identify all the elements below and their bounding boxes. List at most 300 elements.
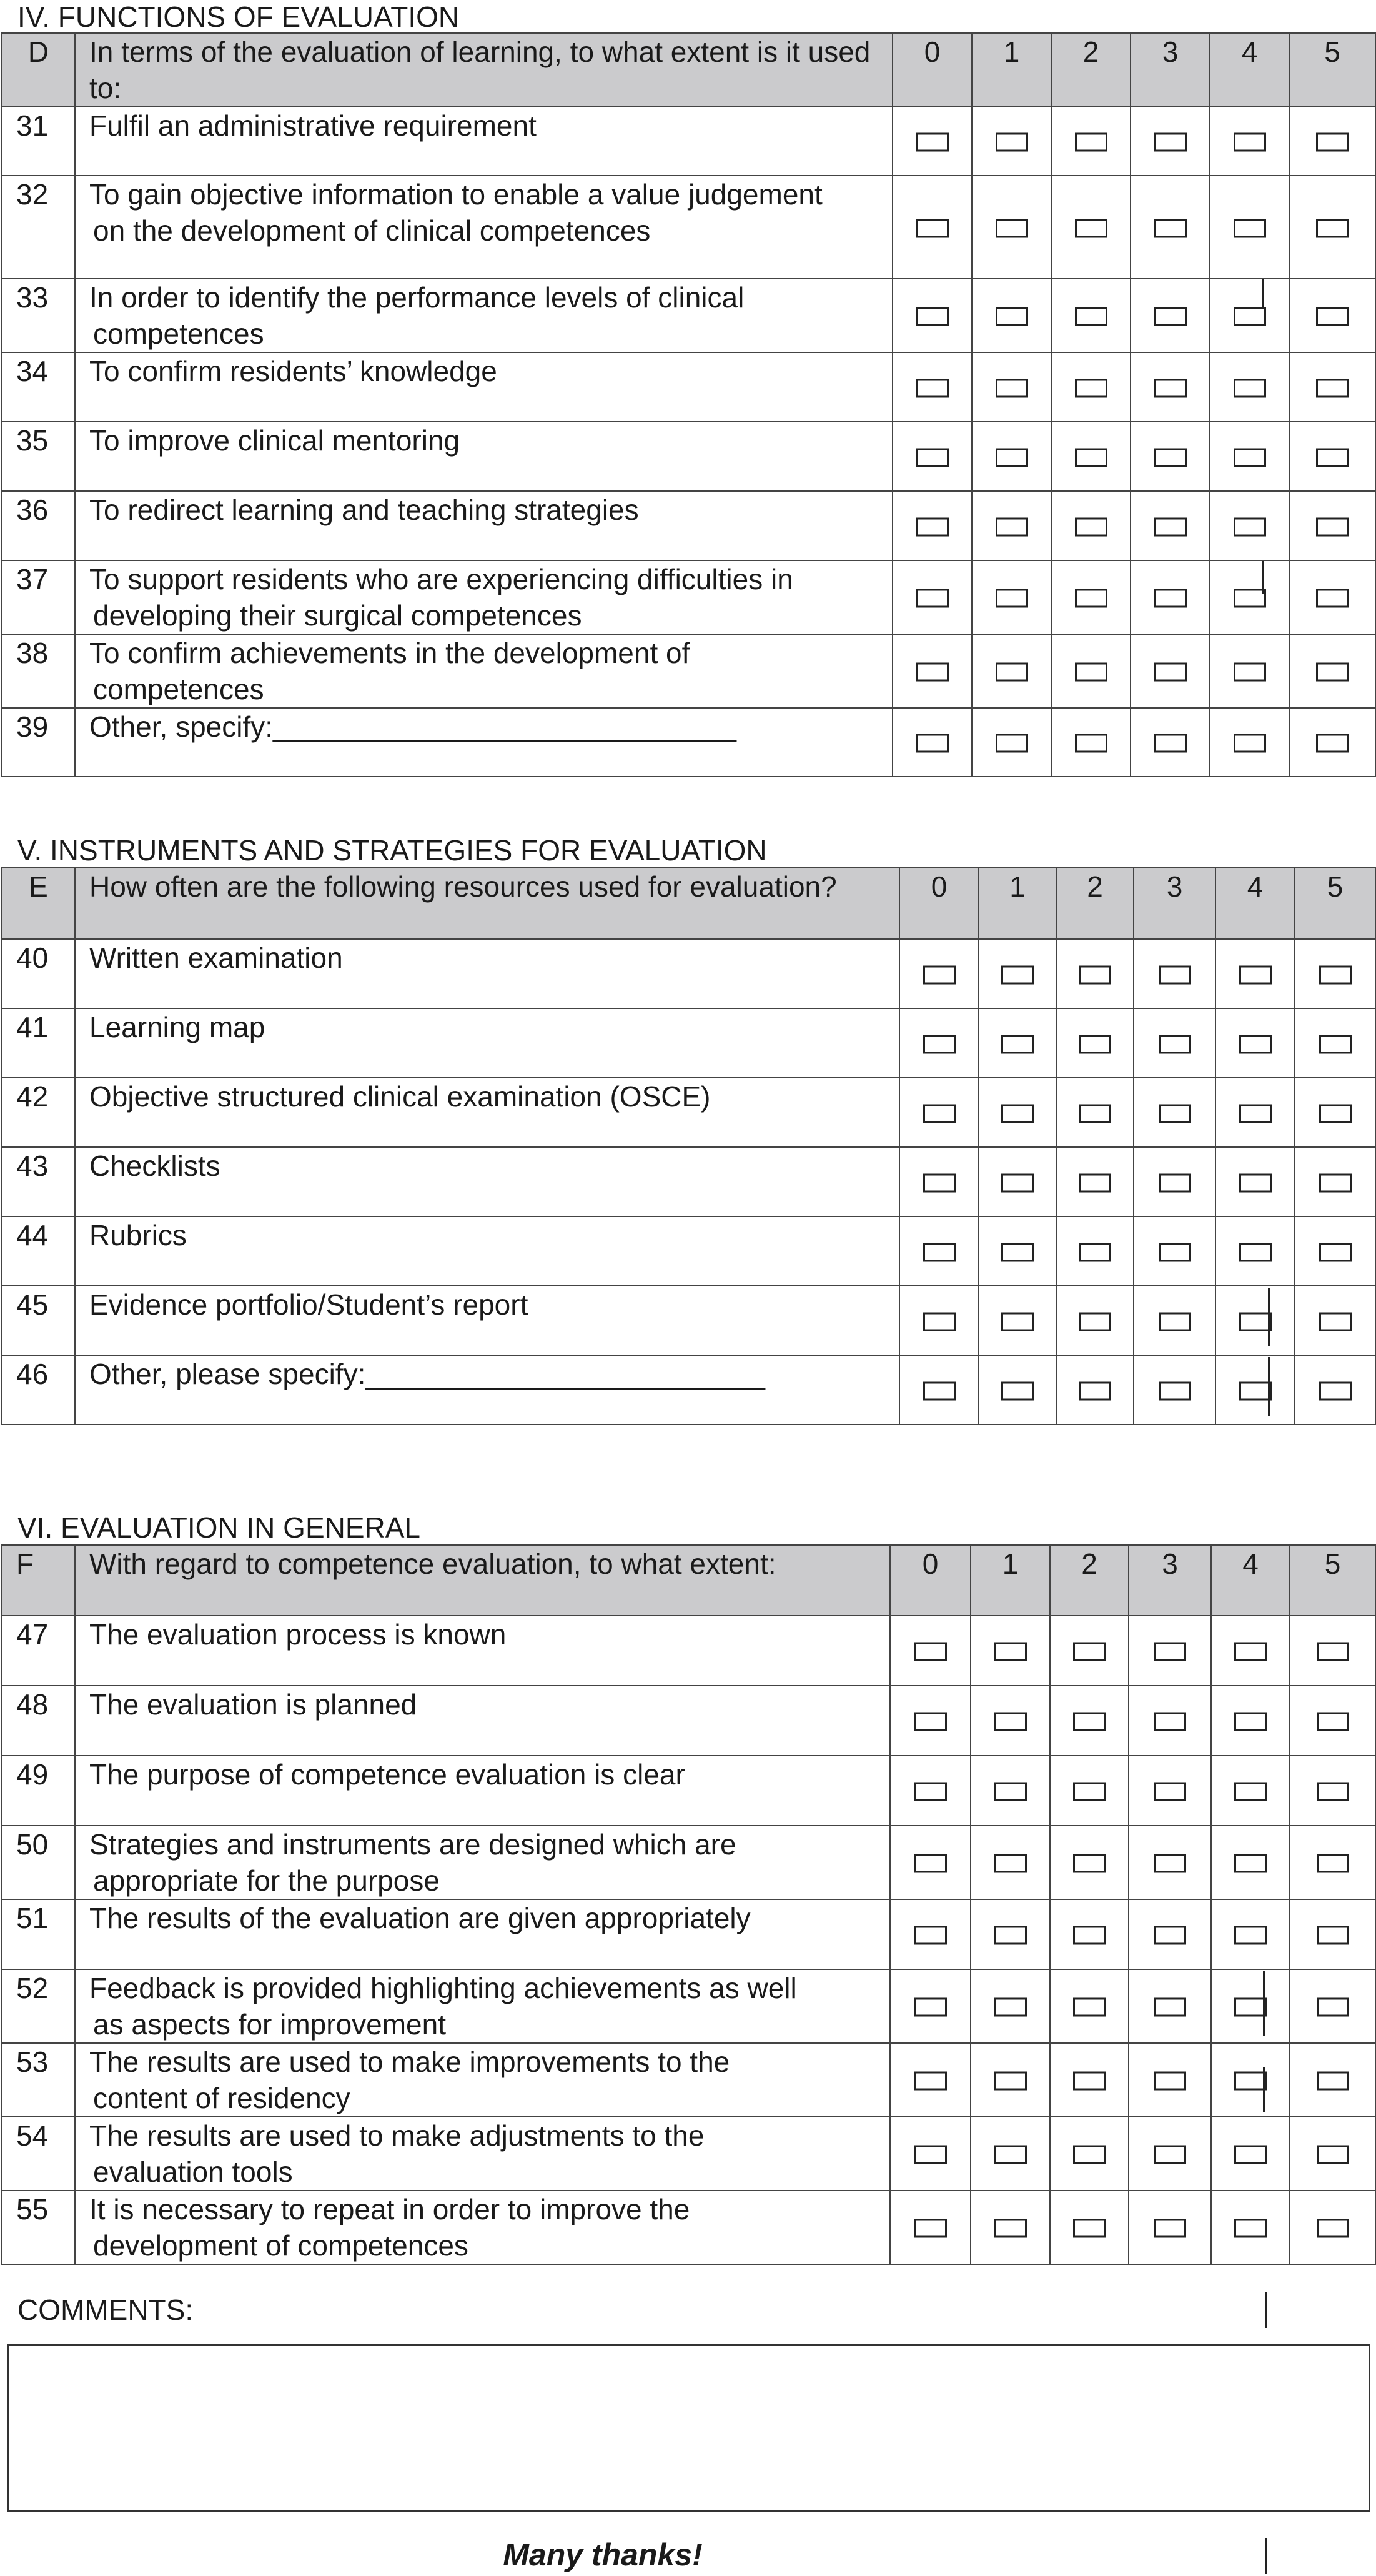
rating-cell-4 (1210, 352, 1289, 422)
checkbox[interactable] (1154, 219, 1187, 237)
checkbox[interactable] (1154, 589, 1187, 608)
checkbox[interactable] (916, 448, 949, 467)
table-row (2, 176, 1375, 279)
table-row (2, 491, 1375, 560)
checkbox[interactable] (923, 1312, 956, 1331)
rating-cell-2 (1056, 1147, 1134, 1216)
checkbox[interactable] (914, 2219, 947, 2238)
checkbox[interactable] (1154, 379, 1187, 397)
checkbox[interactable] (1073, 1783, 1106, 1801)
scale-header: 0 (890, 1545, 971, 1616)
rating-cell-5 (1290, 1826, 1375, 1899)
checkbox[interactable] (914, 1926, 947, 1945)
rating-cell-2 (1056, 1216, 1134, 1286)
checkbox[interactable] (1154, 1854, 1186, 1873)
pen-mark (1262, 561, 1264, 594)
questionnaire-table (1, 1544, 1376, 2265)
checkbox[interactable] (1316, 379, 1349, 397)
checkbox[interactable] (1079, 1381, 1111, 1400)
rating-cell-5 (1290, 1969, 1375, 2043)
checkbox[interactable] (994, 1998, 1027, 2017)
checkbox[interactable] (1075, 448, 1107, 467)
checkbox[interactable] (1234, 1783, 1267, 1801)
checkbox[interactable] (1319, 1173, 1352, 1192)
checkbox[interactable] (1154, 448, 1187, 467)
rating-cell-1 (971, 2191, 1050, 2264)
checkbox[interactable] (994, 1643, 1027, 1661)
checkbox[interactable] (1234, 2072, 1267, 2091)
checkbox[interactable] (1073, 2072, 1106, 2091)
item-statement (75, 1008, 899, 1078)
checkbox[interactable] (1075, 133, 1107, 152)
statement-continuation: evaluation tools (93, 2156, 293, 2188)
checkbox[interactable] (1079, 1104, 1111, 1123)
checkbox[interactable] (1317, 1783, 1349, 1801)
checkbox[interactable] (914, 1713, 947, 1731)
rating-cell-3 (1129, 2117, 1211, 2191)
checkbox[interactable] (994, 2072, 1027, 2091)
checkbox[interactable] (996, 379, 1028, 397)
statement-text: It is necessary to repeat in order to improve the (89, 2193, 690, 2225)
item-statement (75, 2191, 890, 2264)
checkbox[interactable] (996, 307, 1028, 326)
rating-cell-0 (899, 1355, 979, 1425)
checkbox[interactable] (1316, 307, 1349, 326)
rating-cell-0 (899, 1008, 979, 1078)
checkbox[interactable] (916, 589, 949, 608)
comments-textarea[interactable] (7, 2344, 1370, 2512)
checkbox[interactable] (996, 448, 1028, 467)
statement-text: Fulfil an administrative requirement (89, 109, 537, 142)
checkbox[interactable] (1316, 589, 1349, 608)
rating-cell-0 (893, 107, 972, 176)
rating-cell-4 (1210, 279, 1289, 352)
checkbox[interactable] (1073, 1713, 1106, 1731)
scale-header: 2 (1050, 1545, 1129, 1616)
table-row (2, 1686, 1375, 1756)
rating-cell-3 (1129, 1899, 1211, 1969)
checkbox[interactable] (1001, 1312, 1034, 1331)
checkbox[interactable] (1316, 517, 1349, 536)
checkbox[interactable] (1234, 1643, 1267, 1661)
rating-cell-5 (1295, 1008, 1375, 1078)
rating-cell-2 (1056, 1008, 1134, 1078)
checkbox[interactable] (1001, 1173, 1034, 1192)
checkbox[interactable] (1239, 1243, 1272, 1261)
rating-cell-4 (1211, 1899, 1290, 1969)
statement-text: To redirect learning and teaching strategies (89, 494, 639, 526)
checkbox[interactable] (1317, 1643, 1349, 1661)
table-row (2, 2191, 1375, 2264)
checkbox[interactable] (994, 1926, 1027, 1945)
item-statement (75, 1616, 890, 1686)
checkbox[interactable] (1154, 1643, 1186, 1661)
checkbox[interactable] (1079, 1035, 1111, 1053)
rating-cell-3 (1134, 1147, 1215, 1216)
checkbox[interactable] (1154, 663, 1187, 682)
checkbox[interactable] (1239, 1104, 1272, 1123)
checkbox[interactable] (1316, 133, 1349, 152)
checkbox[interactable] (1001, 1381, 1034, 1400)
checkbox[interactable] (1234, 307, 1266, 326)
checkbox[interactable] (1159, 965, 1191, 984)
checkbox[interactable] (916, 517, 949, 536)
statement-text: The purpose of competence evaluation is clear (89, 1758, 685, 1791)
item-statement (75, 1216, 899, 1286)
rating-cell-0 (890, 1969, 971, 2043)
rating-cell-2 (1050, 2117, 1129, 2191)
checkbox[interactable] (1317, 1713, 1349, 1731)
checkbox[interactable] (1317, 1854, 1349, 1873)
scale-header: 2 (1051, 33, 1131, 107)
rating-cell-1 (971, 2117, 1050, 2191)
checkbox[interactable] (1234, 2219, 1267, 2238)
rating-cell-1 (972, 422, 1051, 491)
item-statement (75, 634, 893, 708)
checkbox[interactable] (994, 1713, 1027, 1731)
checkbox[interactable] (1317, 1926, 1349, 1945)
checkbox[interactable] (916, 734, 949, 753)
checkbox[interactable] (914, 1998, 947, 2017)
checkbox[interactable] (1319, 1035, 1352, 1053)
statement-text: The results are used to make improvements to the (89, 2046, 730, 2078)
rating-cell-1 (979, 1355, 1056, 1425)
rating-cell-1 (971, 1899, 1050, 1969)
item-statement (75, 1826, 890, 1899)
rating-cell-1 (979, 1147, 1056, 1216)
checkbox[interactable] (1154, 1926, 1186, 1945)
table-row (2, 1286, 1375, 1355)
rating-cell-2 (1056, 1078, 1134, 1147)
table-row (2, 1216, 1375, 1286)
checkbox[interactable] (1159, 1173, 1191, 1192)
checkbox[interactable] (1154, 133, 1187, 152)
checkbox[interactable] (1075, 517, 1107, 536)
statement-text: Evidence portfolio/Student’s report (89, 1288, 528, 1321)
rating-cell-0 (893, 352, 972, 422)
statement-continuation: competences (93, 673, 264, 705)
checkbox[interactable] (1001, 1104, 1034, 1123)
rating-cell-4 (1211, 2117, 1290, 2191)
rating-cell-5 (1290, 2191, 1375, 2264)
checkbox[interactable] (923, 1104, 956, 1123)
rating-cell-4 (1215, 1286, 1295, 1355)
closing-message: Many thanks! (503, 2537, 703, 2572)
checkbox[interactable] (923, 1035, 956, 1053)
table-row (2, 1078, 1375, 1147)
rating-cell-0 (893, 634, 972, 708)
checkbox[interactable] (916, 307, 949, 326)
checkbox[interactable] (994, 2146, 1027, 2164)
checkbox[interactable] (1073, 1854, 1106, 1873)
statement-text: To support residents who are experiencing difficulties in (89, 563, 793, 595)
checkbox[interactable] (1154, 1713, 1186, 1731)
checkbox[interactable] (1317, 2219, 1349, 2238)
table-row (2, 939, 1375, 1008)
checkbox[interactable] (1154, 2219, 1186, 2238)
rating-cell-1 (972, 708, 1051, 777)
checkbox[interactable] (994, 1854, 1027, 1873)
checkbox[interactable] (1234, 1998, 1267, 2017)
checkbox[interactable] (1316, 219, 1349, 237)
rating-cell-4 (1215, 939, 1295, 1008)
rating-cell-5 (1289, 352, 1375, 422)
table-row (2, 1355, 1375, 1425)
checkbox[interactable] (1316, 448, 1349, 467)
checkbox[interactable] (1159, 1035, 1191, 1053)
checkbox[interactable] (1234, 219, 1266, 237)
checkbox[interactable] (1159, 1381, 1191, 1400)
rating-cell-4 (1210, 708, 1289, 777)
checkbox[interactable] (1239, 1312, 1272, 1331)
checkbox[interactable] (1234, 734, 1266, 753)
section-letter: F (2, 1545, 75, 1616)
item-number: 39 (2, 708, 75, 777)
checkbox[interactable] (1073, 2219, 1106, 2238)
scale-header: 1 (972, 33, 1051, 107)
scale-header: 1 (971, 1545, 1050, 1616)
checkbox[interactable] (1001, 1035, 1034, 1053)
checkbox[interactable] (1075, 589, 1107, 608)
section-letter: D (2, 33, 75, 107)
checkbox[interactable] (1234, 1713, 1267, 1731)
checkbox[interactable] (1154, 2146, 1186, 2164)
rating-cell-5 (1290, 1756, 1375, 1826)
rating-cell-4 (1210, 634, 1289, 708)
checkbox[interactable] (1075, 379, 1107, 397)
checkbox[interactable] (1075, 663, 1107, 682)
checkbox[interactable] (923, 1173, 956, 1192)
item-number: 44 (2, 1216, 75, 1286)
rating-cell-2 (1051, 352, 1131, 422)
item-statement (75, 708, 893, 777)
scale-header: 0 (899, 868, 979, 939)
checkbox[interactable] (1319, 1243, 1352, 1261)
table-row (2, 2117, 1375, 2191)
statement-continuation: as aspects for improvement (93, 2008, 447, 2041)
rating-cell-2 (1051, 176, 1131, 279)
item-statement (75, 560, 893, 634)
item-statement (75, 176, 893, 279)
table-row (2, 279, 1375, 352)
statement-continuation: on the development of clinical competences (93, 214, 651, 247)
rating-cell-0 (893, 708, 972, 777)
item-number: 32 (2, 176, 75, 279)
item-number: 33 (2, 279, 75, 352)
checkbox[interactable] (1079, 1173, 1111, 1192)
rating-cell-3 (1131, 708, 1210, 777)
checkbox[interactable] (996, 219, 1028, 237)
scale-header: 4 (1210, 33, 1289, 107)
checkbox[interactable] (1079, 965, 1111, 984)
checkbox[interactable] (1234, 379, 1266, 397)
checkbox[interactable] (1234, 589, 1266, 608)
checkbox[interactable] (1075, 734, 1107, 753)
item-number: 34 (2, 352, 75, 422)
table-row (2, 1147, 1375, 1216)
statement-continuation: development of competences (93, 2229, 468, 2262)
checkbox[interactable] (1073, 1643, 1106, 1661)
checkbox[interactable] (1154, 2072, 1186, 2091)
checkbox[interactable] (1234, 133, 1266, 152)
rating-cell-1 (979, 1078, 1056, 1147)
rating-cell-2 (1056, 1355, 1134, 1425)
checkbox[interactable] (1317, 1998, 1349, 2017)
checkbox[interactable] (914, 1783, 947, 1801)
checkbox[interactable] (1079, 1243, 1111, 1261)
statement-text: To improve clinical mentoring (89, 424, 460, 457)
checkbox[interactable] (1239, 1381, 1272, 1400)
scale-header: 1 (979, 868, 1056, 939)
rating-cell-3 (1129, 1686, 1211, 1756)
checkbox[interactable] (1001, 1243, 1034, 1261)
pen-mark (1262, 279, 1264, 309)
checkbox[interactable] (1239, 965, 1272, 984)
pen-mark (1263, 2067, 1265, 2112)
checkbox[interactable] (1075, 219, 1107, 237)
checkbox[interactable] (1234, 517, 1266, 536)
checkbox[interactable] (1319, 965, 1352, 984)
rating-cell-3 (1134, 1008, 1215, 1078)
checkbox[interactable] (1159, 1243, 1191, 1261)
checkbox[interactable] (1317, 2146, 1349, 2164)
rating-cell-0 (890, 1616, 971, 1686)
rating-cell-3 (1134, 1355, 1215, 1425)
checkbox[interactable] (1073, 1926, 1106, 1945)
statement-text: Strategies and instruments are designed which are (89, 1828, 736, 1861)
rating-cell-2 (1056, 939, 1134, 1008)
checkbox[interactable] (1234, 663, 1266, 682)
checkbox[interactable] (923, 965, 956, 984)
checkbox[interactable] (916, 133, 949, 152)
checkbox[interactable] (1075, 307, 1107, 326)
comments-label: COMMENTS: (17, 2294, 194, 2326)
checkbox[interactable] (1154, 734, 1187, 753)
item-statement (75, 939, 899, 1008)
checkbox[interactable] (1079, 1312, 1111, 1331)
item-statement (75, 2043, 890, 2117)
checkbox[interactable] (1159, 1312, 1191, 1331)
rating-cell-4 (1215, 1355, 1295, 1425)
item-number: 48 (2, 1686, 75, 1756)
item-number: 45 (2, 1286, 75, 1355)
rating-cell-5 (1290, 1616, 1375, 1686)
checkbox[interactable] (1073, 2146, 1106, 2164)
checkbox[interactable] (1001, 965, 1034, 984)
table-row (2, 1616, 1375, 1686)
rating-cell-1 (979, 1286, 1056, 1355)
checkbox[interactable] (1154, 517, 1187, 536)
checkbox[interactable] (1154, 307, 1187, 326)
rating-cell-2 (1056, 1286, 1134, 1355)
rating-cell-4 (1211, 2043, 1290, 2117)
checkbox[interactable] (1319, 1104, 1352, 1123)
rating-cell-2 (1051, 491, 1131, 560)
checkbox[interactable] (1316, 663, 1349, 682)
question-header: How often are the following resources used for evaluation? (75, 868, 899, 939)
checkbox[interactable] (1319, 1312, 1352, 1331)
checkbox[interactable] (996, 133, 1028, 152)
checkbox[interactable] (916, 663, 949, 682)
checkbox[interactable] (1073, 1998, 1106, 2017)
item-number: 38 (2, 634, 75, 708)
section-letter: E (2, 868, 75, 939)
checkbox[interactable] (916, 219, 949, 237)
checkbox[interactable] (1316, 734, 1349, 753)
checkbox[interactable] (1154, 1998, 1186, 2017)
item-number: 52 (2, 1969, 75, 2043)
checkbox[interactable] (994, 1783, 1027, 1801)
rating-cell-0 (890, 1899, 971, 1969)
checkbox[interactable] (1234, 1854, 1267, 1873)
rating-cell-4 (1211, 1686, 1290, 1756)
rating-cell-1 (971, 1969, 1050, 2043)
item-statement (75, 1756, 890, 1826)
checkbox[interactable] (1154, 1783, 1186, 1801)
questionnaire-table (1, 867, 1376, 1425)
checkbox[interactable] (916, 379, 949, 397)
rating-cell-1 (972, 491, 1051, 560)
item-statement (75, 1899, 890, 1969)
rating-cell-4 (1211, 1826, 1290, 1899)
checkbox[interactable] (914, 2146, 947, 2164)
checkbox[interactable] (914, 1854, 947, 1873)
checkbox[interactable] (914, 2072, 947, 2091)
rating-cell-3 (1134, 939, 1215, 1008)
checkbox[interactable] (1234, 448, 1266, 467)
statement-text: Other, please specify:_________________________ (89, 1358, 765, 1390)
rating-cell-5 (1289, 279, 1375, 352)
rating-cell-5 (1290, 2043, 1375, 2117)
table-row (2, 1969, 1375, 2043)
checkbox[interactable] (994, 2219, 1027, 2238)
checkbox[interactable] (923, 1243, 956, 1261)
checkbox[interactable] (996, 517, 1028, 536)
checkbox[interactable] (923, 1381, 956, 1400)
rating-cell-4 (1215, 1078, 1295, 1147)
rating-cell-1 (972, 107, 1051, 176)
rating-cell-4 (1211, 2191, 1290, 2264)
question-header: With regard to competence evaluation, to what extent: (75, 1545, 890, 1616)
checkbox[interactable] (1239, 1035, 1272, 1053)
item-number: 42 (2, 1078, 75, 1147)
scale-header: 5 (1295, 868, 1375, 939)
checkbox[interactable] (996, 663, 1028, 682)
checkbox[interactable] (1234, 1926, 1267, 1945)
item-number: 36 (2, 491, 75, 560)
rating-cell-5 (1295, 939, 1375, 1008)
checkbox[interactable] (996, 734, 1028, 753)
item-statement (75, 1078, 899, 1147)
item-number: 43 (2, 1147, 75, 1216)
rating-cell-0 (893, 279, 972, 352)
table-row (2, 1008, 1375, 1078)
rating-cell-2 (1050, 1686, 1129, 1756)
item-number: 35 (2, 422, 75, 491)
checkbox[interactable] (1319, 1381, 1352, 1400)
item-number: 47 (2, 1616, 75, 1686)
rating-cell-3 (1131, 107, 1210, 176)
checkbox[interactable] (1159, 1104, 1191, 1123)
table-row (2, 352, 1375, 422)
rating-cell-3 (1131, 560, 1210, 634)
checkbox[interactable] (1239, 1173, 1272, 1192)
checkbox[interactable] (1234, 2146, 1267, 2164)
checkbox[interactable] (996, 589, 1028, 608)
checkbox[interactable] (914, 1643, 947, 1661)
checkbox[interactable] (1317, 2072, 1349, 2091)
rating-cell-1 (972, 560, 1051, 634)
